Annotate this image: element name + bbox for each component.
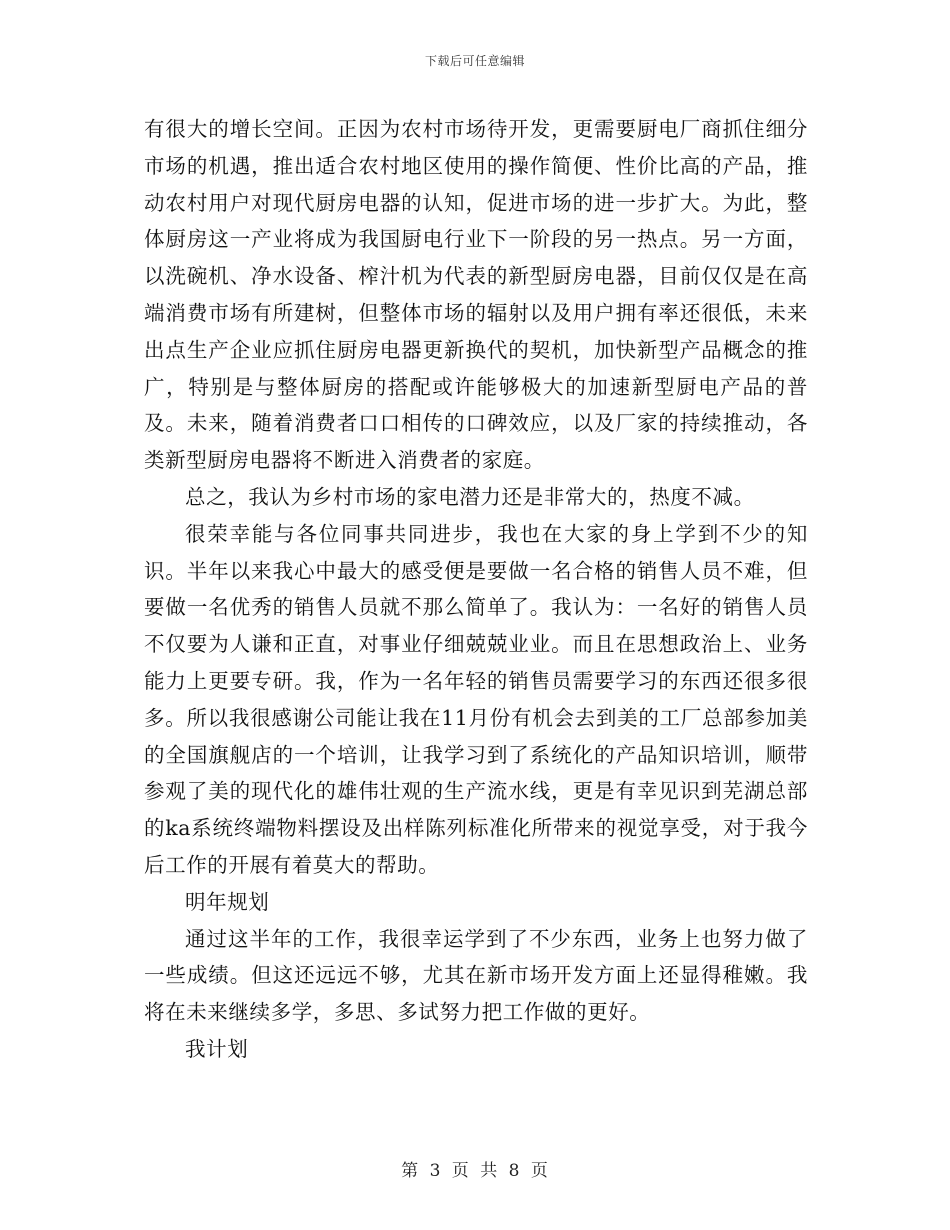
paragraph-market-analysis: 有很大的增长空间。正因为农村市场待开发，更需要厨电厂商抓住细分市场的机遇，推出适合农村地区使用的操作简便、性价比高的产品，推动农村用户对现代厨房电器的认知，促进市场的进一步扩大。为此，整体厨房这一产业将成为我国厨电行业下一阶段的另一热点。另一方面，以洗碗机、净水设备、榨汁机为代表的新型厨房电器，目前仅仅是在高端消费市场有所建树，但整体市场的辐射以及用户拥有率还很低，未来出点生产企业应抓住厨房电器更新换代的契机，加快新型产品概念的推广，特别是与整体厨房的搭配或许能够极大的加速新型厨电产品的普及。未来，随着消费者口口相传的口碑效应，以及厂家的持续推动，各类新型厨房电器将不断进入消费者的家庭。: [144, 117, 808, 473]
document-body: [144, 111, 808, 1068]
page-number: 第 3 页 共 8 页: [401, 1161, 549, 1181]
paragraph-reflection: 通过这半年的工作，我很幸运学到了不少东西，业务上也努力做了一些成绩。但这还远远不够，尤其在新市场开发方面上还显得稚嫩。我将在未来继续多学，多思、多试努力把工作做的更好。: [144, 926, 808, 1025]
paragraph-summary: 总之，我认为乡村市场的家电潜力还是非常大的，热度不减。: [185, 484, 755, 509]
section-heading-next-year-plan: 明年规划: [185, 889, 270, 914]
paragraph-training: 很荣幸能与各位同事共同进步，我也在大家的身上学到不少的知识。半年以来我心中最大的感受便是要做一名合格的销售人员不难，但要做一名优秀的销售人员就不那么简单了。我认为：一名好的销售人员不仅要为人谦和正直，对事业仔细兢兢业业。而且在思想政治上、业务能力上更要专研。我，作为一名年轻的销售员需要学习的东西还很多很多。所以我很感谢公司能让我在11月份有机会去到美的工厂总部参加美的全国旗舰店的一个培训，让我学习到了系统化的产品知识培训，顺带参观了美的现代化的雄伟壮观的生产流水线，更是有幸见识到芜湖总部的ka系统终端物料摆设及出样陈列标准化所带来的视觉享受，对于我今后工作的开展有着莫大的帮助。: [144, 521, 808, 877]
paragraph-my-plan: 我计划: [185, 1036, 249, 1061]
page-header: 下载后可任意编辑: [424, 54, 525, 68]
